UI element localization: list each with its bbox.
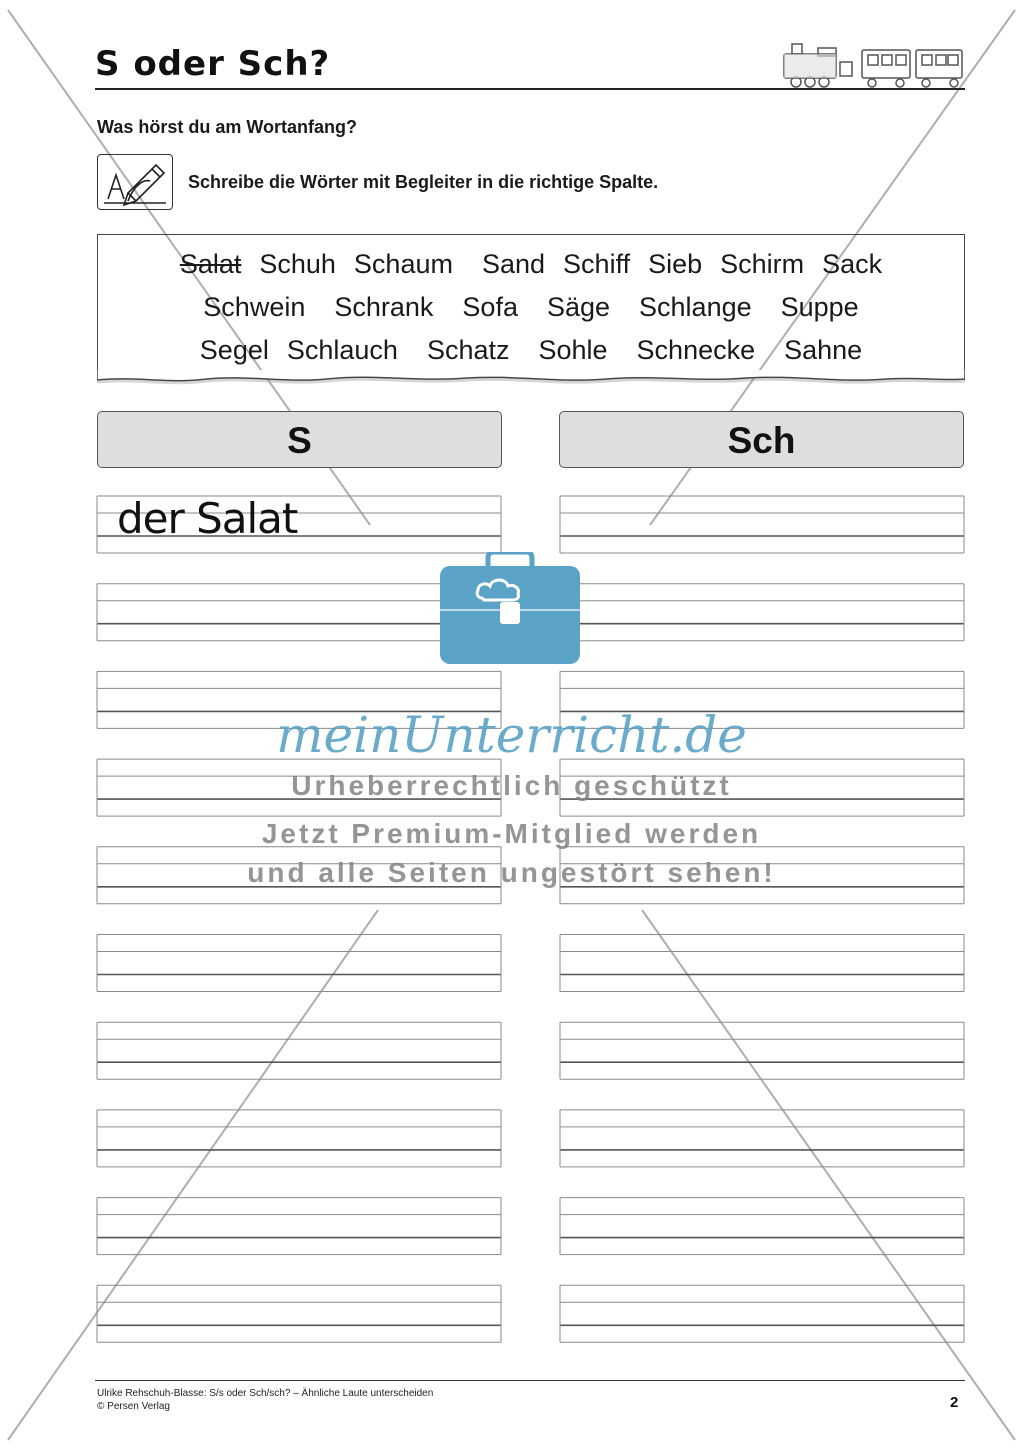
footer-rule [95, 1380, 965, 1381]
column-heading-s: S [97, 411, 502, 468]
writing-line-set[interactable] [97, 935, 501, 992]
word: Segel [199, 335, 269, 365]
word: Schaum [353, 249, 453, 279]
watermark-school-bag-icon [440, 552, 580, 664]
word-crossed-out: Salat [179, 249, 242, 279]
watermark-premium-notice: Jetzt Premium-Mitglied werden [261, 818, 762, 849]
writing-line-set[interactable] [560, 1285, 964, 1342]
footer-publisher: © Persen Verlag [97, 1401, 170, 1412]
word: Schuh [259, 249, 336, 279]
watermark-copyright-notice: Urheberrechtlich geschützt [291, 770, 732, 801]
writing-line-set[interactable] [97, 1198, 501, 1255]
word: Schlange [639, 292, 752, 322]
word: Schnecke [636, 335, 756, 365]
task-instruction: Schreibe die Wörter mit Begleiter in die richtige Spalte. [188, 172, 659, 192]
writing-line-set[interactable] [560, 1198, 964, 1255]
word: Suppe [780, 292, 859, 322]
word: Schirm [720, 249, 805, 279]
writing-line-set[interactable] [97, 1110, 501, 1167]
writing-line-set[interactable] [560, 1110, 964, 1167]
column-heading-sch: Sch [559, 411, 964, 468]
writing-line-set[interactable] [560, 584, 964, 641]
writing-line-set[interactable] [560, 935, 964, 992]
word: Sofa [462, 292, 518, 322]
word: Schlauch [286, 335, 398, 365]
word: Schatz [426, 335, 510, 365]
task-question: Was hörst du am Wortanfang? [97, 117, 358, 137]
word: Sack [822, 249, 883, 279]
word: Schiff [563, 249, 631, 279]
page-number: 2 [950, 1394, 959, 1411]
word: Schwein [203, 292, 306, 322]
word: Sieb [648, 249, 703, 279]
footer-credit: Ulrike Rehschuh-Blasse: S/s oder Sch/sch? – Ähnliche Laute unterscheiden [97, 1388, 434, 1399]
word: Säge [546, 292, 611, 322]
page-title: S oder Sch? [95, 44, 331, 84]
word: Sohle [538, 335, 608, 365]
word: Schrank [334, 292, 434, 322]
writing-line-set[interactable] [97, 1022, 501, 1079]
watermark-premium-notice-2: und alle Seiten ungestört sehen! [247, 857, 776, 888]
word: Sahne [784, 335, 863, 365]
watermark-logo-text: meinUnterricht.de [276, 706, 747, 764]
word: Sand [481, 249, 546, 279]
writing-line-set[interactable] [560, 1022, 964, 1079]
writing-line-set[interactable] [560, 496, 964, 553]
example-entry: der Salat [117, 494, 298, 543]
writing-line-set[interactable] [97, 1285, 501, 1342]
